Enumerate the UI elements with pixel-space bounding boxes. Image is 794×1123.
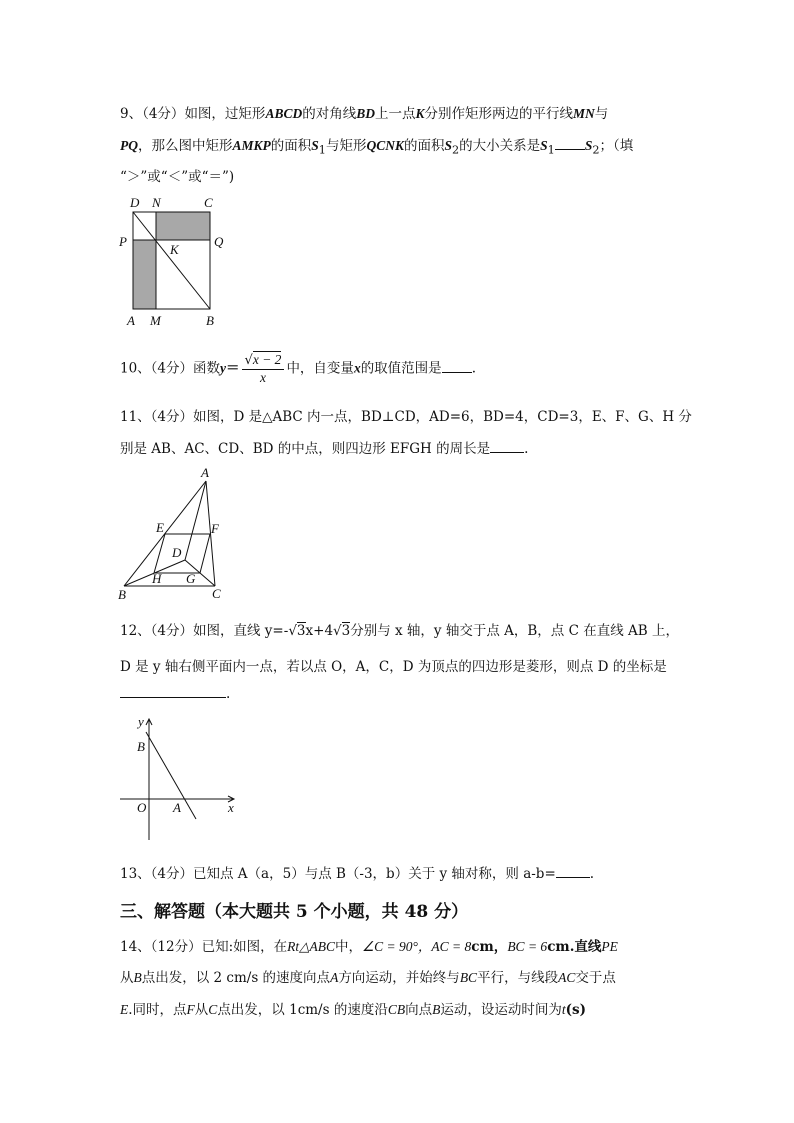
q14-line3: E.同时，点F从C点出发，以 1cm/s 的速度沿CB向点B运动，设运动时间为t(s): [120, 1002, 586, 1018]
label-G: G: [186, 571, 196, 586]
q9-line3: “＞”或“＜”或“＝”): [120, 169, 235, 185]
label-P: P: [119, 234, 127, 249]
q14-line1: 14、（12分）已知:如图，在Rt△ABC中，∠C = 90°，AC = 8cm，BC = 6cm.直线PE: [120, 939, 618, 955]
label-A: A: [127, 313, 135, 328]
label-C: C: [204, 195, 213, 210]
q12-line2: D 是 y 轴右侧平面内一点，若以点 O，A，C，D 为顶点的四边形是菱形，则点 D 的坐标是: [120, 659, 667, 675]
label-K: K: [170, 242, 179, 257]
q9-line2: PQ，那么图中矩形AMKP的面积$S_1$与矩形QCNK的面积$S_2$的大小关系是$S_1$ $S_2$；（填: [120, 138, 634, 157]
label-M: M: [150, 313, 161, 328]
label-E: E: [156, 520, 164, 535]
label-B: B: [206, 313, 214, 328]
label-y: y: [138, 714, 144, 729]
label-H: H: [152, 571, 162, 586]
label-B: B: [118, 587, 126, 602]
label-x: x: [228, 800, 234, 815]
label-D: D: [172, 545, 182, 560]
label-A: A: [201, 465, 209, 480]
q9-line1: 9、（4分）如图，过矩形ABCD的对角线BD上一点K分别作矩形两边的平行线MN与: [120, 106, 609, 122]
q13-line: 13、（4分）已知点 A（a，5）与点 B（-3，b）关于 y 轴对称，则 a-b= .: [120, 866, 595, 882]
label-A: A: [173, 800, 181, 815]
q10-line: 10、（4分）函数y＝ $\frac{√x - 2}{x}$ 中，自变量x的取值范围是 .: [120, 352, 476, 385]
q11-line2: 别是 AB、AC、CD、BD 的中点，则四边形 EFGH 的周长是 .: [120, 441, 529, 457]
answer-blank-q13[interactable]: [556, 877, 590, 878]
label-B: B: [137, 739, 145, 754]
q14-line2: 从B点出发，以 2 cm/s 的速度向点A方向运动，并始终与BC平行，与线段AC交于点: [120, 970, 616, 986]
label-F: F: [211, 521, 219, 536]
label-N: N: [152, 195, 161, 210]
q10-fraction: $\frac{√x - 2}{x}$: [242, 352, 285, 386]
q12-line3: .: [120, 686, 230, 702]
line-ab: [146, 732, 196, 819]
q12-line1: 12、（4分）如图，直线 y=-√3x+4√3分别与 x 轴，y 轴交于点 A，B，点 C 在直线 AB 上，: [120, 623, 679, 639]
section-heading: 三、解答题（本大题共 5 个小题，共 48 分）: [120, 902, 469, 922]
label-C: C: [212, 586, 221, 601]
label-Q: Q: [214, 234, 224, 249]
label-D: D: [130, 195, 140, 210]
q11-line1: 11、（4分）如图，D 是△ABC 内一点，BD⊥CD，AD=6，BD=4，CD=3，E、F、G、H 分: [120, 409, 692, 425]
label-O: O: [137, 800, 147, 815]
